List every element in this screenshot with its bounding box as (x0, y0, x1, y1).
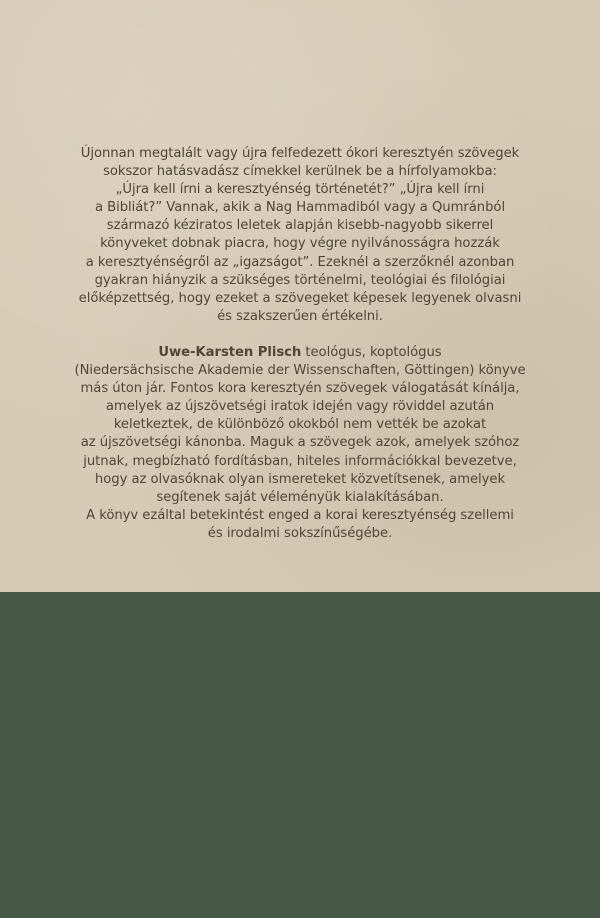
back-cover-green-band (0, 592, 600, 918)
blurb-line: sokszor hatásvadász címekkel kerülnek be a hírfolyamokba: (103, 164, 497, 180)
blurb-line: amelyek az újszövetségi iratok idején vagy röviddel azután (105, 399, 495, 415)
blurb-line: a Bibliát?” Vannak, akik a Nag Hammadiból vagy a Qumránból (94, 200, 506, 216)
blurb-line: keletkeztek, de különböző okokból nem vették be azokat (113, 417, 487, 433)
blurb-line: segítenek saját véleményük kialakításában. (156, 489, 444, 505)
blurb-line: „Újra kell írni a keresztyénség történetét?” „Újra kell írni (115, 182, 485, 198)
author-line (60, 344, 540, 362)
author-description: teológus, koptológus (301, 344, 442, 360)
blurb-line: a keresztyénségről az „igazságot”. Ezeknél a szerzőknél azonban (85, 254, 515, 270)
blurb-line: az újszövetségi kánonba. Maguk a szövegek azok, amelyek szóhoz (80, 435, 520, 451)
blurb-text (60, 145, 540, 543)
blurb-line: és irodalmi sokszínűségébe. (207, 525, 393, 541)
blurb-line: Újonnan megtalált vagy újra felfedezett ókori keresztyén szövegek (80, 146, 520, 161)
blurb-line: származó kéziratos leletek alapján kisebb-nagyobb sikerrel (106, 218, 494, 234)
blurb-line: jutnak, megbízható fordításban, hiteles információkkal bevezetve, (83, 453, 517, 469)
blurb-line: A könyv ezáltal betekintést enged a korai keresztyénség szellemi (86, 507, 514, 523)
blurb-line: hogy az olvasóknak olyan ismereteket közvetítsenek, amelyek (94, 471, 506, 487)
blurb-paragraph-2 (60, 344, 540, 543)
blurb-line: más úton jár. Fontos kora keresztyén szövegek válogatását kínálja, (80, 381, 520, 397)
blurb-line: gyakran hiányzik a szükséges történelmi, teológiai és filológiai (94, 272, 506, 288)
blurb-line: és szakszerűen értékelni. (217, 308, 383, 324)
paragraph-gap (60, 326, 540, 344)
blurb-line: könyveket dobnak piacra, hogy végre nyilvánosságra hozzák (100, 236, 500, 252)
author-name: Uwe-Karsten Plisch (158, 344, 302, 360)
blurb-line: előképzettség, hogy ezeket a szövegeket képesek legyenek olvasni (78, 290, 522, 306)
blurb-line: (Niedersächsische Akademie der Wissenschaften, Göttingen) könyve (74, 363, 526, 379)
blurb-paragraph-1 (60, 145, 540, 326)
